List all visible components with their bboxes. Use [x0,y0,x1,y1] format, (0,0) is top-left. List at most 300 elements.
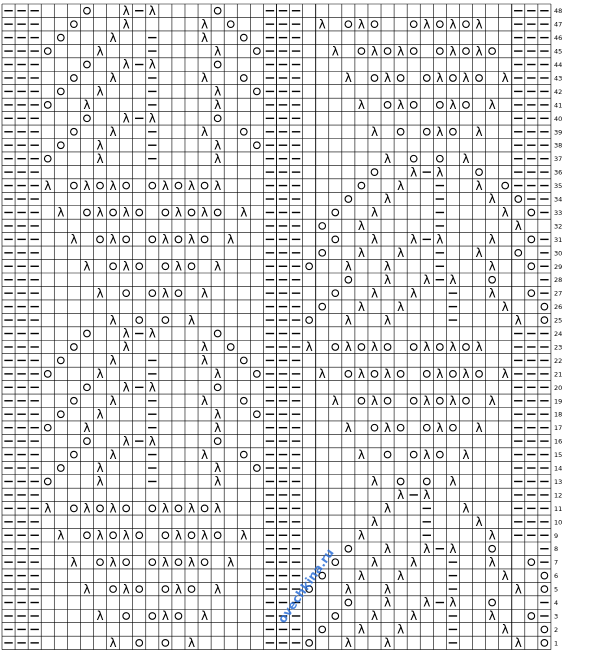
yarn-over [450,128,457,135]
decrease-stitch: λ [83,259,91,274]
decrease-stitch: λ [410,165,418,180]
decrease-stitch: λ [122,582,130,597]
decrease-stitch: λ [384,541,392,556]
decrease-stitch: λ [201,447,209,462]
row-number: 37 [553,155,563,164]
yarn-over [214,209,221,216]
yarn-over [463,21,470,28]
yarn-over [240,75,247,82]
yarn-over [410,397,417,404]
decrease-stitch: λ [96,151,104,166]
decrease-stitch: λ [96,138,104,153]
yarn-over [528,613,535,620]
yarn-over [201,182,208,189]
yarn-over [97,505,104,512]
yarn-over [110,209,117,216]
decrease-stitch: λ [227,232,235,247]
yarn-over [254,142,261,149]
decrease-stitch: λ [344,582,352,597]
decrease-stitch: λ [449,541,457,556]
row-number: 45 [553,47,563,56]
row-number: 47 [553,20,563,29]
decrease-stitch: λ [397,488,405,503]
yarn-over [371,169,378,176]
yarn-over [463,344,470,351]
yarn-over [123,182,130,189]
row-number: 7 [553,558,559,567]
decrease-stitch: λ [83,98,91,113]
yarn-over [149,236,156,243]
decrease-stitch: λ [214,501,222,516]
decrease-stitch: λ [436,232,444,247]
decrease-stitch: λ [475,178,483,193]
yarn-over [437,344,444,351]
yarn-over [410,344,417,351]
decrease-stitch: λ [501,622,509,637]
decrease-stitch: λ [370,124,379,139]
yarn-over [175,613,182,620]
decrease-stitch: λ [83,582,91,597]
yarn-over [188,209,195,216]
decrease-stitch: λ [109,232,117,247]
decrease-stitch: λ [214,582,222,597]
yarn-over [136,317,143,324]
decrease-stitch: λ [187,501,196,516]
yarn-over [410,21,417,28]
decrease-stitch: λ [384,636,392,651]
yarn-over [384,48,391,55]
row-number: 48 [553,7,563,16]
row-number: 18 [553,410,563,419]
decrease-stitch: λ [501,299,509,314]
decrease-stitch: λ [331,393,339,408]
decrease-stitch: λ [449,474,457,489]
decrease-stitch: λ [122,205,130,220]
decrease-stitch: λ [109,124,117,139]
decrease-stitch: λ [44,178,52,193]
yarn-over [84,532,91,539]
decrease-stitch: λ [370,555,379,570]
decrease-stitch: λ [397,246,405,261]
decrease-stitch: λ [201,609,209,624]
decrease-stitch: λ [240,528,248,543]
row-number: 40 [553,114,563,123]
decrease-stitch: λ [122,259,130,274]
decrease-stitch: λ [475,340,483,355]
yarn-over [541,303,548,310]
decrease-stitch: λ [122,326,130,341]
row-number: 33 [553,208,563,217]
yarn-over [332,613,339,620]
decrease-stitch: λ [488,232,496,247]
yarn-over [528,559,535,566]
decrease-stitch: λ [384,313,392,328]
decrease-stitch: λ [384,582,392,597]
decrease-stitch: λ [83,178,91,193]
decrease-stitch: λ [475,246,483,261]
decrease-stitch: λ [357,568,365,583]
decrease-stitch: λ [449,340,457,355]
decrease-stitch: λ [410,609,418,624]
decrease-stitch: λ [488,259,496,274]
yarn-over [188,586,195,593]
row-number: 8 [553,545,559,554]
yarn-over [332,290,339,297]
decrease-stitch: λ [462,151,470,166]
yarn-over [71,451,78,458]
yarn-over [358,344,365,351]
decrease-stitch: λ [488,286,496,301]
decrease-stitch: λ [148,434,156,449]
yarn-over [450,371,457,378]
decrease-stitch: λ [214,98,222,113]
decrease-stitch: λ [201,353,209,368]
decrease-stitch: λ [357,98,365,113]
yarn-over [437,21,444,28]
decrease-stitch: λ [70,555,78,570]
yarn-over [332,559,339,566]
decrease-stitch: λ [201,340,209,355]
decrease-stitch: λ [109,636,117,651]
yarn-over [71,505,78,512]
yarn-over [410,155,417,162]
decrease-stitch: λ [214,420,222,435]
decrease-stitch: λ [436,165,444,180]
decrease-stitch: λ [96,609,104,624]
decrease-stitch: λ [475,17,483,32]
decrease-stitch: λ [57,205,65,220]
decrease-stitch: λ [122,380,130,395]
decrease-stitch: λ [475,420,483,435]
yarn-over [384,397,391,404]
decrease-stitch: λ [449,272,457,287]
yarn-over [84,438,91,445]
yarn-over [254,411,261,418]
decrease-stitch: λ [83,501,91,516]
decrease-stitch: λ [384,420,392,435]
row-number: 44 [553,61,563,70]
decrease-stitch: λ [344,340,352,355]
row-number: 25 [553,316,563,325]
yarn-over [489,599,496,606]
yarn-over [423,424,430,431]
yarn-over [84,61,91,68]
decrease-stitch: λ [201,17,209,32]
yarn-over [71,128,78,135]
decrease-stitch: λ [174,259,182,274]
yarn-over [58,34,65,41]
yarn-over [410,102,417,109]
yarn-over [84,384,91,391]
decrease-stitch: λ [161,609,169,624]
decrease-stitch: λ [370,474,379,489]
decrease-stitch: λ [357,622,365,637]
decrease-stitch: λ [109,313,117,328]
decrease-stitch: λ [109,393,117,408]
decrease-stitch: λ [370,515,379,530]
decrease-stitch: λ [514,582,522,597]
yarn-over [541,626,548,633]
yarn-over [71,182,78,189]
decrease-stitch: λ [122,57,130,72]
yarn-over [58,465,65,472]
yarn-over [254,48,261,55]
row-number: 29 [553,262,563,271]
decrease-stitch: λ [384,151,392,166]
decrease-stitch: λ [344,313,352,328]
yarn-over [463,48,470,55]
row-number: 28 [553,276,563,285]
decrease-stitch: λ [201,71,209,86]
row-number: 4 [553,599,559,608]
decrease-stitch: λ [344,636,352,651]
row-number: 20 [553,383,563,392]
yarn-over [214,438,221,445]
yarn-over [84,7,91,14]
decrease-stitch: λ [44,501,52,516]
yarn-over [345,276,352,283]
decrease-stitch: λ [501,568,509,583]
yarn-over [371,424,378,431]
decrease-stitch: λ [214,44,222,59]
yarn-over [489,48,496,55]
decrease-stitch: λ [357,299,365,314]
decrease-stitch: λ [423,340,431,355]
yarn-over [110,532,117,539]
decrease-stitch: λ [161,555,169,570]
yarn-over [423,478,430,485]
row-number: 27 [553,289,563,298]
yarn-over [397,424,404,431]
decrease-stitch: λ [96,474,104,489]
decrease-stitch: λ [423,541,431,556]
decrease-stitch: λ [96,205,104,220]
decrease-stitch: λ [449,17,457,32]
decrease-stitch: λ [357,447,365,462]
decrease-stitch: λ [344,420,352,435]
decrease-stitch: λ [174,205,182,220]
decrease-stitch: λ [436,71,444,86]
yarn-over [97,182,104,189]
yarn-over [541,572,548,579]
decrease-stitch: λ [148,111,156,126]
decrease-stitch: λ [214,474,222,489]
row-number: 21 [553,370,563,379]
decrease-stitch: λ [397,178,405,193]
decrease-stitch: λ [318,17,326,32]
decrease-stitch: λ [488,98,496,113]
yarn-over [489,276,496,283]
yarn-over [397,478,404,485]
yarn-over [541,586,548,593]
decrease-stitch: λ [370,340,379,355]
yarn-over [410,48,417,55]
row-number: 9 [553,531,559,540]
yarn-over [201,505,208,512]
decrease-stitch: λ [83,420,91,435]
decrease-stitch: λ [318,367,326,382]
decrease-stitch: λ [214,407,222,422]
yarn-over [58,357,65,364]
yarn-over [423,128,430,135]
decrease-stitch: λ [331,44,339,59]
yarn-over [175,505,182,512]
decrease-stitch: λ [449,44,457,59]
decrease-stitch: λ [423,488,431,503]
decrease-stitch: λ [57,528,65,543]
yarn-over [358,397,365,404]
decrease-stitch: λ [122,340,130,355]
decrease-stitch: λ [122,3,130,18]
yarn-over [110,586,117,593]
row-number: 31 [553,235,563,244]
decrease-stitch: λ [109,555,117,570]
decrease-stitch: λ [423,393,431,408]
decrease-stitch: λ [109,30,117,45]
decrease-stitch: λ [148,57,156,72]
decrease-stitch: λ [488,192,496,207]
yarn-over [319,223,326,230]
yarn-over [162,317,169,324]
decrease-stitch: λ [122,111,130,126]
yarn-over [384,344,391,351]
yarn-over [175,290,182,297]
decrease-stitch: λ [214,178,222,193]
decrease-stitch: λ [357,17,365,32]
yarn-over [358,48,365,55]
yarn-over [44,478,51,485]
yarn-over [240,128,247,135]
row-number: 13 [553,477,563,486]
decrease-stitch: λ [96,528,104,543]
decrease-stitch: λ [384,595,392,610]
yarn-over [123,236,130,243]
row-numbers [554,7,562,647]
decrease-stitch: λ [370,393,379,408]
decrease-stitch: λ [436,367,444,382]
decrease-stitch: λ [148,380,156,395]
decrease-stitch: λ [96,286,104,301]
yarn-over [397,128,404,135]
decrease-stitch: λ [201,393,209,408]
decrease-stitch: λ [240,205,248,220]
row-number: 32 [553,222,563,231]
yarn-over [71,21,78,28]
decrease-stitch: λ [148,326,156,341]
yarn-over [44,371,51,378]
decrease-stitch: λ [187,313,196,328]
decrease-stitch: λ [122,528,130,543]
yarn-over [528,209,535,216]
decrease-stitch: λ [462,501,470,516]
decrease-stitch: λ [148,3,156,18]
row-number: 1 [553,639,559,648]
yarn-over [423,75,430,82]
watermark: ovechkina.ru [274,545,337,626]
row-number: 12 [553,491,563,500]
decrease-stitch: λ [370,44,379,59]
decrease-stitch: λ [201,30,209,45]
yarn-over [502,182,509,189]
decrease-stitch: λ [462,367,470,382]
yarn-over [319,303,326,310]
decrease-stitch: λ [161,178,169,193]
yarn-over [332,209,339,216]
decrease-stitch: λ [501,205,509,220]
yarn-over [371,75,378,82]
yarn-over [541,317,548,324]
decrease-stitch: λ [214,367,222,382]
yarn-over [450,424,457,431]
decrease-stitch: λ [96,407,104,422]
decrease-stitch: λ [384,259,392,274]
decrease-stitch: λ [357,246,365,261]
yarn-over [345,545,352,552]
yarn-over [227,21,234,28]
decrease-stitch: λ [109,447,117,462]
yarn-over [201,236,208,243]
yarn-over [136,532,143,539]
yarn-over [149,290,156,297]
row-number: 30 [553,249,563,258]
yarn-over [437,451,444,458]
yarn-over [44,424,51,431]
yarn-over [437,48,444,55]
decrease-stitch: λ [96,84,104,99]
yarn-over [254,465,261,472]
row-number: 14 [553,464,563,473]
decrease-stitch: λ [122,17,130,32]
decrease-stitch: λ [370,232,379,247]
row-number: 34 [553,195,563,204]
decrease-stitch: λ [475,515,483,530]
yarn-over [515,250,522,257]
yarn-over [437,155,444,162]
decrease-stitch: λ [201,528,209,543]
decrease-stitch: λ [201,124,209,139]
yarn-over [214,330,221,337]
decrease-stitch: λ [410,555,418,570]
yarn-over [476,169,483,176]
yarn-over [345,21,352,28]
yarn-over [371,21,378,28]
yarn-over [384,102,391,109]
row-number: 26 [553,303,563,312]
yarn-over [345,196,352,203]
decrease-stitch: λ [70,232,78,247]
yarn-over [345,599,352,606]
yarn-over [240,34,247,41]
row-number: 2 [553,625,559,634]
yarn-over [332,344,339,351]
decrease-stitch: λ [462,71,470,86]
yarn-over [384,451,391,458]
decrease-stitch: λ [501,367,509,382]
decrease-stitch: λ [305,340,313,355]
yarn-over [332,236,339,243]
yarn-over [437,397,444,404]
yarn-over [58,142,65,149]
decrease-stitch: λ [109,501,117,516]
decrease-stitch: λ [187,555,196,570]
decrease-stitch: λ [161,501,169,516]
decrease-stitch: λ [514,313,522,328]
row-number: 17 [553,424,563,433]
row-number: 11 [553,504,563,513]
decrease-stitch: λ [214,151,222,166]
decrease-stitch: λ [161,232,169,247]
decrease-stitch: λ [357,367,365,382]
